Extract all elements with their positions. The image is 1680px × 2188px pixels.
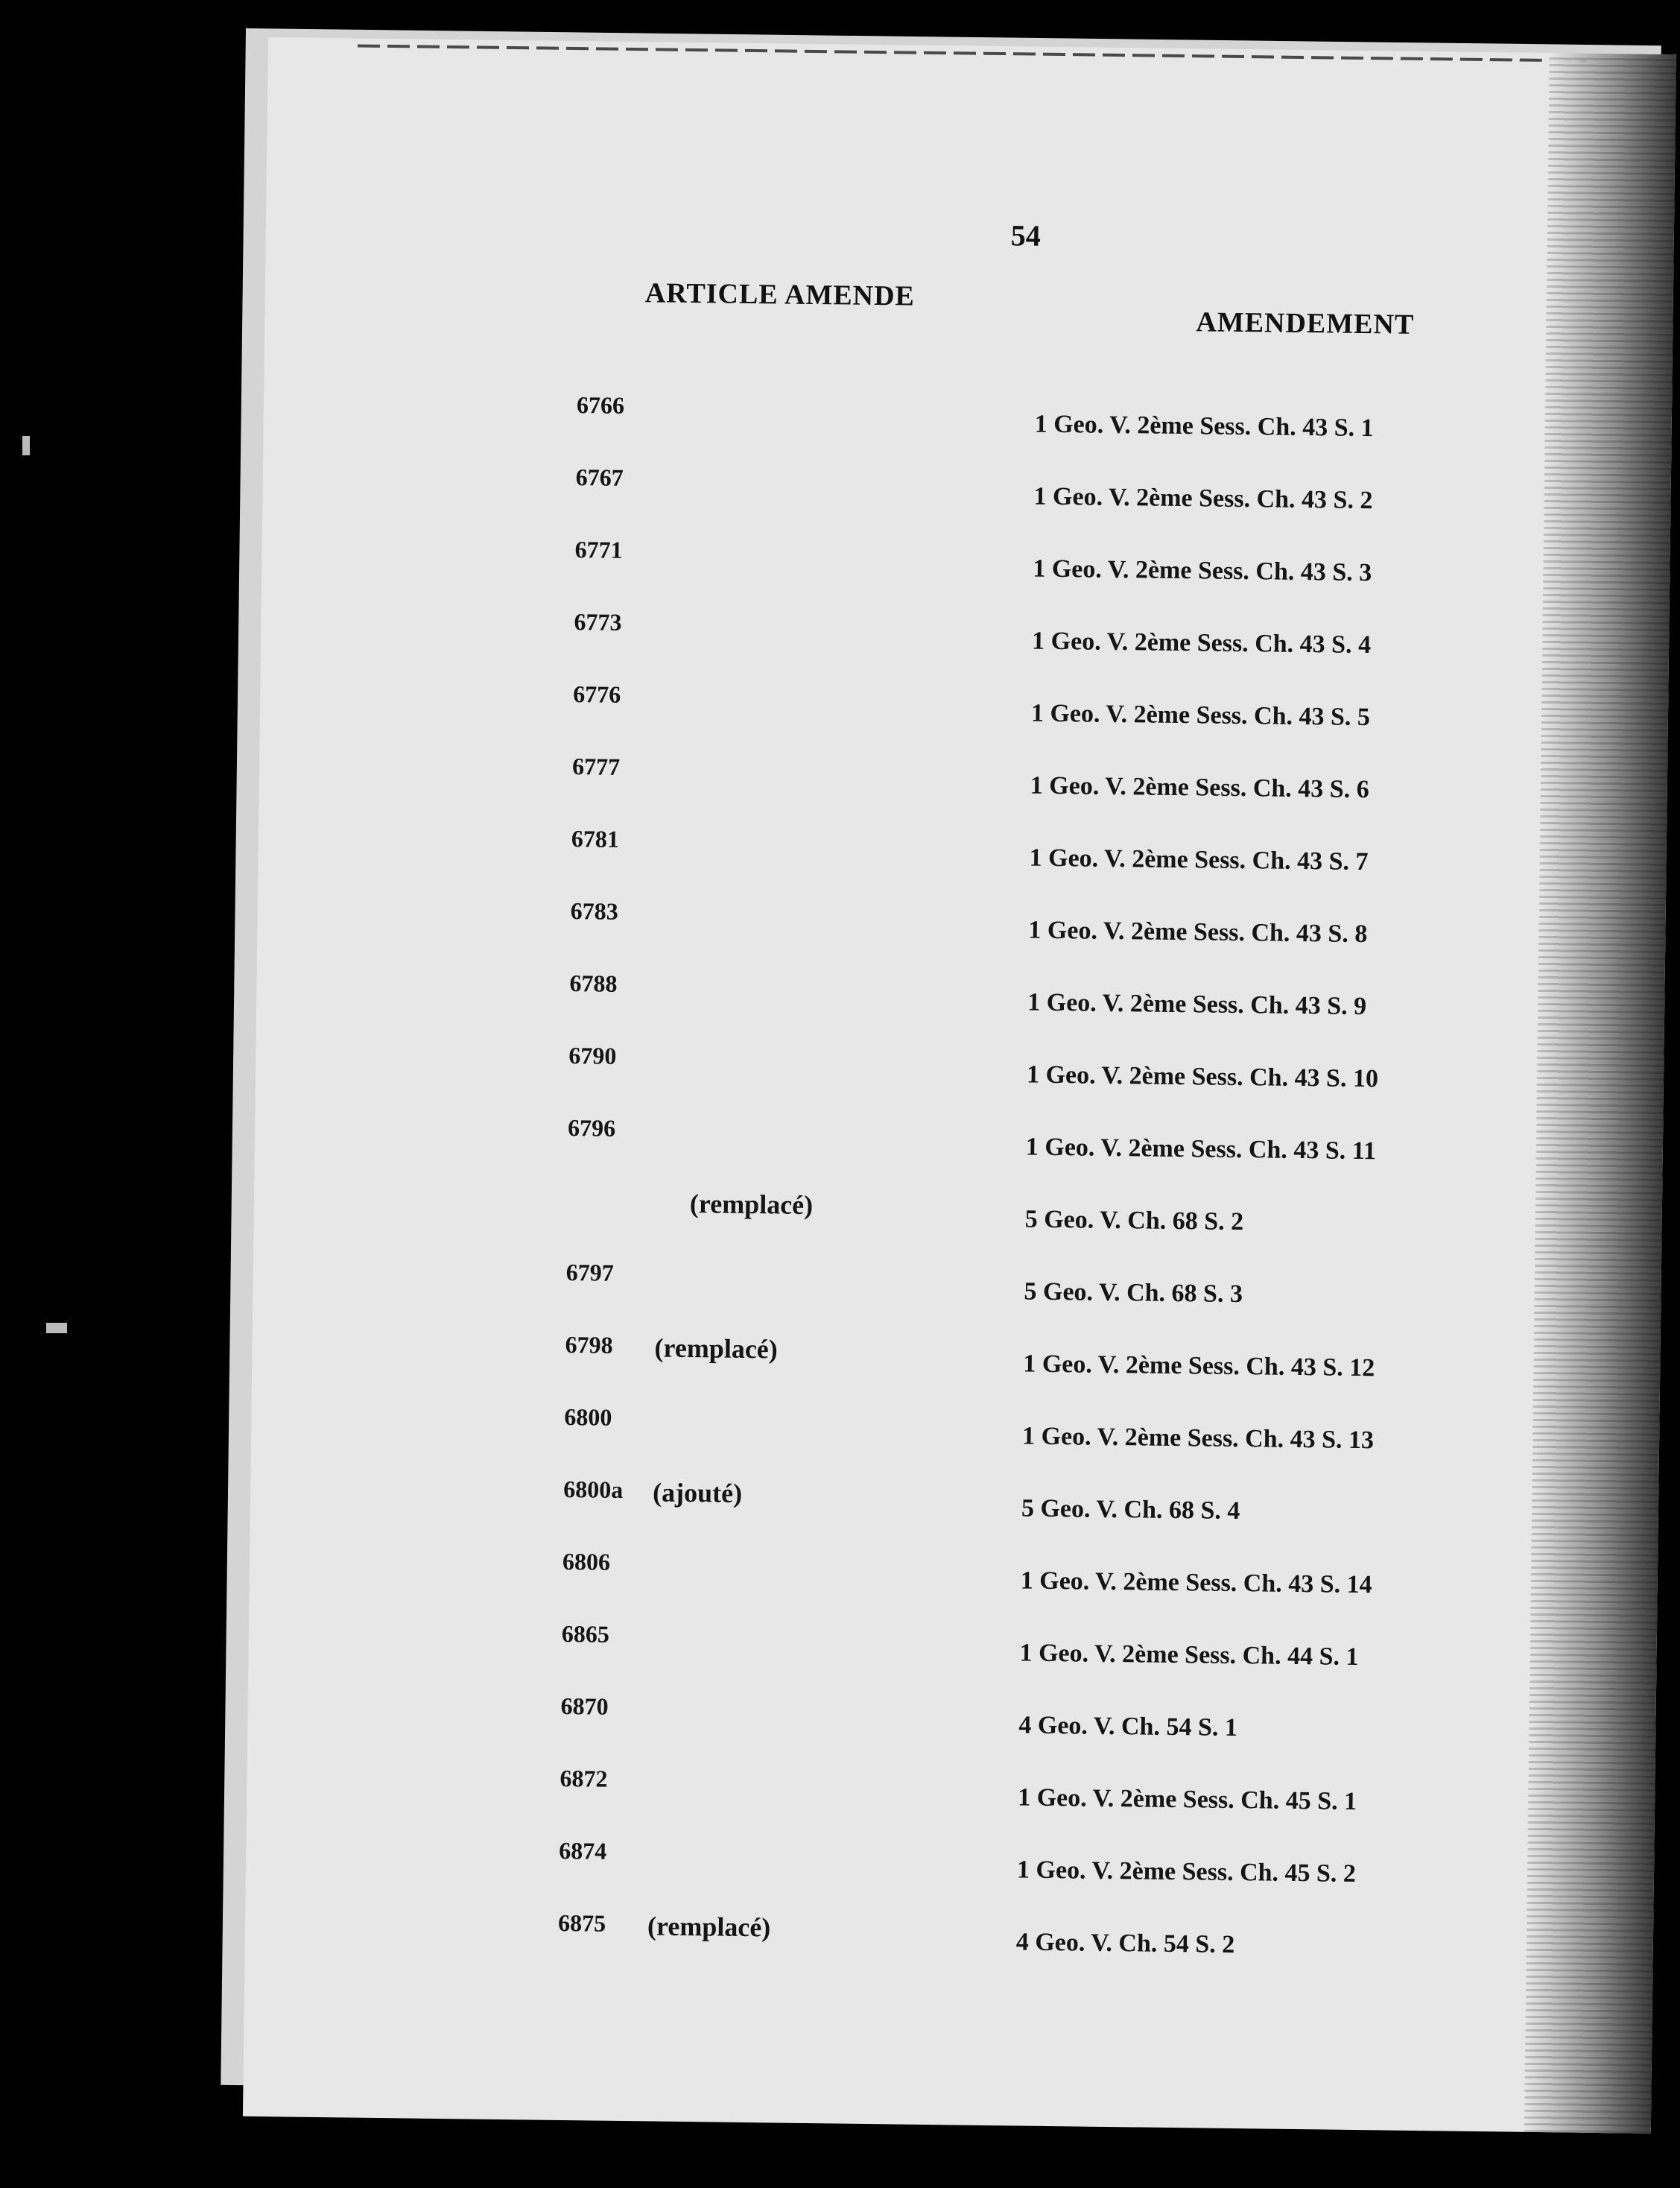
article-number: 6865 xyxy=(561,1619,610,1648)
amendment-reference: 1 Geo. V. 2ème Sess. Ch. 43 S. 7 xyxy=(1029,844,1369,876)
article-number: 6872 xyxy=(560,1764,608,1792)
article-number: 6771 xyxy=(574,536,623,563)
article-number: 6790 xyxy=(568,1042,617,1069)
article-number: 6800a xyxy=(563,1475,624,1503)
article-number: 6776 xyxy=(573,680,621,708)
article-note: (ajouté) xyxy=(652,1477,743,1508)
amendment-reference: 1 Geo. V. 2ème Sess. Ch. 43 S. 1 xyxy=(1034,410,1374,443)
article-number: 6788 xyxy=(569,970,618,997)
amendment-reference: 4 Geo. V. Ch. 54 S. 2 xyxy=(1015,1928,1235,1959)
article-number: 6796 xyxy=(567,1114,616,1142)
article-number: 6783 xyxy=(570,897,618,925)
article-number: 6806 xyxy=(562,1547,611,1575)
amendment-reference: 4 Geo. V. Ch. 54 S. 1 xyxy=(1018,1711,1238,1742)
amendment-reference: 1 Geo. V. 2ème Sess. Ch. 44 S. 1 xyxy=(1019,1639,1359,1672)
article-number: 6797 xyxy=(565,1259,615,1286)
amendment-reference: 1 Geo. V. 2ème Sess. Ch. 43 S. 2 xyxy=(1033,482,1373,515)
amendment-reference: 5 Geo. V. Ch. 68 S. 2 xyxy=(1024,1205,1244,1236)
article-number: 6766 xyxy=(576,391,625,419)
amendment-reference: 1 Geo. V. 2ème Sess. Ch. 43 S. 3 xyxy=(1033,554,1372,587)
amendment-reference: 1 Geo. V. 2ème Sess. Ch. 45 S. 1 xyxy=(1017,1783,1357,1816)
amendment-reference: 1 Geo. V. 2ème Sess. Ch. 43 S. 11 xyxy=(1025,1133,1377,1166)
article-number: 6870 xyxy=(560,1692,609,1720)
amendment-reference: 5 Geo. V. Ch. 68 S. 3 xyxy=(1024,1277,1243,1309)
article-number: 6874 xyxy=(559,1836,607,1865)
column-header-amendment: AMENDEMENT xyxy=(1196,306,1415,341)
document-page xyxy=(243,37,1676,2134)
amendment-reference: 1 Geo. V. 2ème Sess. Ch. 43 S. 9 xyxy=(1027,988,1367,1021)
scan-mark xyxy=(46,1323,67,1333)
amendment-reference: 1 Geo. V. 2ème Sess. Ch. 43 S. 5 xyxy=(1030,699,1371,732)
amendment-reference: 1 Geo. V. 2ème Sess. Ch. 43 S. 13 xyxy=(1021,1422,1375,1455)
amendment-reference: 5 Geo. V. Ch. 68 S. 4 xyxy=(1021,1494,1240,1525)
article-number: 6800 xyxy=(564,1403,612,1431)
article-note: (remplacé) xyxy=(689,1189,814,1221)
article-number: 6798 xyxy=(565,1331,613,1359)
article-number: 6781 xyxy=(571,825,620,853)
amendment-reference: 1 Geo. V. 2ème Sess. Ch. 43 S. 6 xyxy=(1030,771,1369,804)
article-number: 6777 xyxy=(571,753,621,780)
article-note: (remplacé) xyxy=(647,1911,771,1943)
column-header-article: ARTICLE AMENDE xyxy=(644,277,916,312)
article-note: (remplacé) xyxy=(654,1332,779,1365)
amendment-reference: 1 Geo. V. 2ème Sess. Ch. 43 S. 8 xyxy=(1028,916,1368,949)
amendment-reference: 1 Geo. V. 2ème Sess. Ch. 43 S. 14 xyxy=(1020,1566,1372,1599)
scan-mark xyxy=(22,436,30,455)
article-number: 6767 xyxy=(575,464,624,491)
amendment-reference: 1 Geo. V. 2ème Sess. Ch. 43 S. 4 xyxy=(1031,627,1372,660)
page-number: 54 xyxy=(1010,218,1042,253)
amendment-reference: 1 Geo. V. 2ème Sess. Ch. 43 S. 10 xyxy=(1026,1060,1379,1093)
amendment-reference: 1 Geo. V. 2ème Sess. Ch. 45 S. 2 xyxy=(1016,1856,1357,1888)
article-number: 6773 xyxy=(574,608,622,636)
article-number: 6875 xyxy=(557,1909,606,1937)
amendment-reference: 1 Geo. V. 2ème Sess. Ch. 43 S. 12 xyxy=(1023,1350,1375,1382)
